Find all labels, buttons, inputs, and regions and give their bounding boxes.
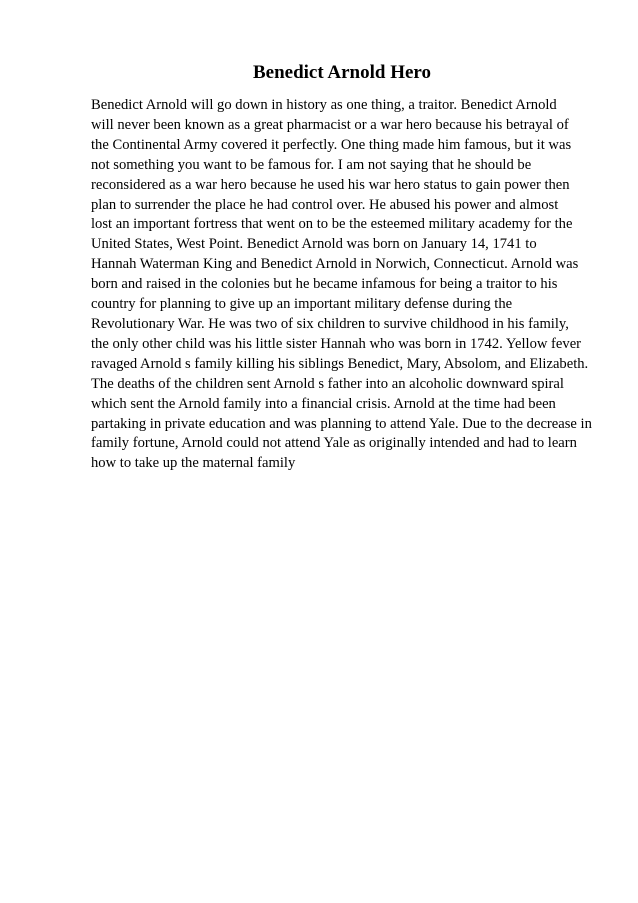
body-line: plan to surrender the place he had control over. He abused his power and almost <box>91 196 559 213</box>
body-line: lost an important fortress that went on to be the esteemed military academy for the <box>91 216 573 233</box>
document-body <box>91 96 611 474</box>
document-title: Benedict Arnold Hero <box>252 62 432 83</box>
body-line: Hannah Waterman King and Benedict Arnold in Norwich, Connecticut. Arnold was <box>91 256 579 273</box>
body-line: ravaged Arnold s family killing his siblings Benedict, Mary, Absolom, and Elizabeth. <box>91 355 589 372</box>
body-line: The deaths of the children sent Arnold s father into an alcoholic downward spiral <box>91 375 564 392</box>
body-line: how to take up the maternal family <box>91 455 296 472</box>
body-line: which sent the Arnold family into a financial crisis. Arnold at the time had been <box>91 395 556 412</box>
body-line: partaking in private education and was planning to attend Yale. Due to the decrease in <box>91 415 592 432</box>
body-line: will never been known as a great pharmacist or a war hero because his betrayal of <box>91 116 569 133</box>
body-line: born and raised in the colonies but he became infamous for being a traitor to his <box>91 276 558 293</box>
body-line: United States, West Point. Benedict Arnold was born on January 14, 1741 to <box>91 236 537 253</box>
body-line: the only other child was his little sister Hannah who was born in 1742. Yellow fever <box>91 335 582 352</box>
body-line: Benedict Arnold will go down in history as one thing, a traitor. Benedict Arnold <box>91 97 557 113</box>
body-line: Revolutionary War. He was two of six children to survive childhood in his family, <box>91 315 569 332</box>
body-line: the Continental Army covered it perfectly. One thing made him famous, but it was <box>91 136 572 153</box>
body-line: not something you want to be famous for. I am not saying that he should be <box>91 156 532 173</box>
body-line: reconsidered as a war hero because he used his war hero status to gain power then <box>91 176 570 193</box>
body-line: country for planning to give up an important military defense during the <box>91 296 513 313</box>
body-line: family fortune, Arnold could not attend Yale as originally intended and had to learn <box>91 435 577 452</box>
